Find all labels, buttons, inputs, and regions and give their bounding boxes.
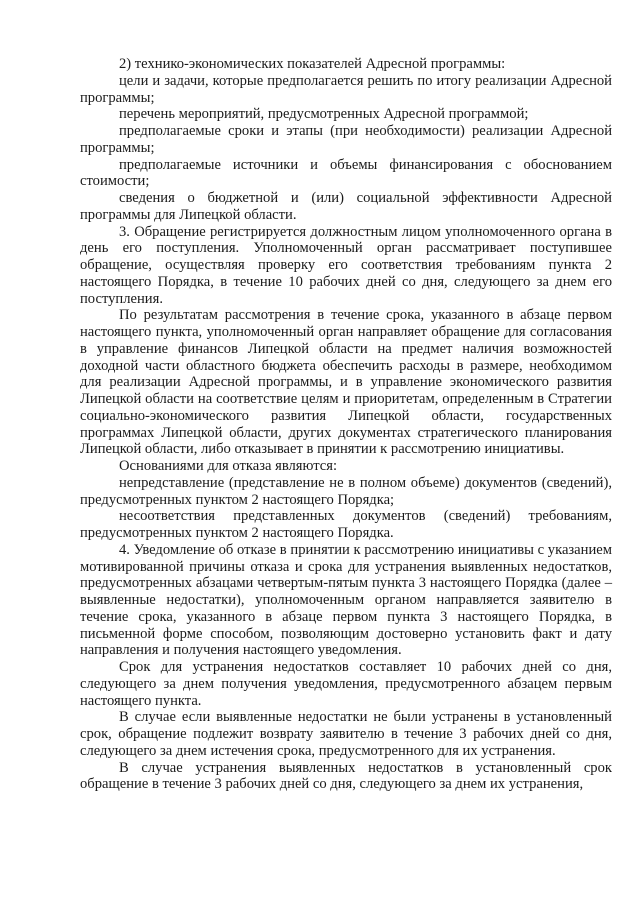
paragraph: предполагаемые источники и объемы финансирования с обоснованием стоимости; (80, 156, 612, 190)
document-page (80, 56, 612, 793)
paragraph: несоответствия представленных документов (сведений) требованиям, предусмотренных пунктом 2 настоящего Порядка. (80, 508, 612, 541)
paragraph: 3. Обращение регистрируется должностным лицом уполномоченного органа в день его поступления. Уполномоченный орган рассматривает поступившее обращение, осуществляя проверку его соответствия требованиям пункта 2 настоящего Порядка, в течение 10 рабочих дней со дня, следующего за днем его поступления. (80, 223, 612, 307)
paragraph: По результатам рассмотрения в течение срока, указанного в абзаце первом настоящего пункта, уполномоченный орган направляет обращение для согласования в управление финансов Липецкой области на предмет наличия возможностей доходной части областного бюджета обеспечить расходы в размере, необходимом для реализации Адресной программы, и в управление экономического развития Липецкой области на соответствие целям и приоритетам, определенным в Стратегии социально-экономического развития Липецкой области, государственных программах Липецкой области, других документах стратегического планирования Липецкой области, либо отказывает в принятии к рассмотрению инициативы. (80, 307, 612, 458)
paragraph: В случае если выявленные недостатки не были устранены в установленный срок, обращение подлежит возврату заявителю в течение 3 рабочих дней со дня, следующего за днем истечения срока, предусмотренного для их устранения. (80, 709, 612, 759)
paragraph: предполагаемые сроки и этапы (при необходимости) реализации Адресной программы; (80, 123, 612, 156)
paragraph: Основаниями для отказа являются: (119, 458, 338, 474)
paragraph: непредставление (представление не в полном объеме) документов (сведений), предусмотренных пунктом 2 настоящего Порядка; (80, 474, 612, 508)
paragraph: 2) технико-экономических показателей Адресной программы: (119, 56, 506, 72)
paragraph: перечень мероприятий, предусмотренных Адресной программой; (119, 106, 529, 123)
paragraph: 4. Уведомление об отказе в принятии к рассмотрению инициативы с указанием мотивированной причины отказа и срока для устранения выявленных недостатков, предусмотренных абзацами четвертым-пятым пункта 3 настоящего Порядка (далее – выявленные недостатки), уполномоченным органом направляется заявителю в течение срока, указанного в абзаце первом пункта 3 настоящего Порядка, в письменной форме способом, позволяющим достоверно установить факт и дату направления и получения настоящего уведомления. (80, 541, 612, 659)
paragraph: сведения о бюджетной и (или) социальной эффективности Адресной программы для Липецкой области. (80, 190, 612, 223)
paragraph: В случае устранения выявленных недостатков в установленный срок обращение в течение 3 рабочих дней со дня, следующего за днем их устранения, (80, 759, 612, 793)
paragraph: Срок для устранения недостатков составляет 10 рабочих дней со дня, следующего за днем получения уведомления, предусмотренного абзацем первым настоящего пункта. (80, 659, 612, 709)
paragraph: цели и задачи, которые предполагается решить по итогу реализации Адресной программы; (80, 72, 612, 106)
